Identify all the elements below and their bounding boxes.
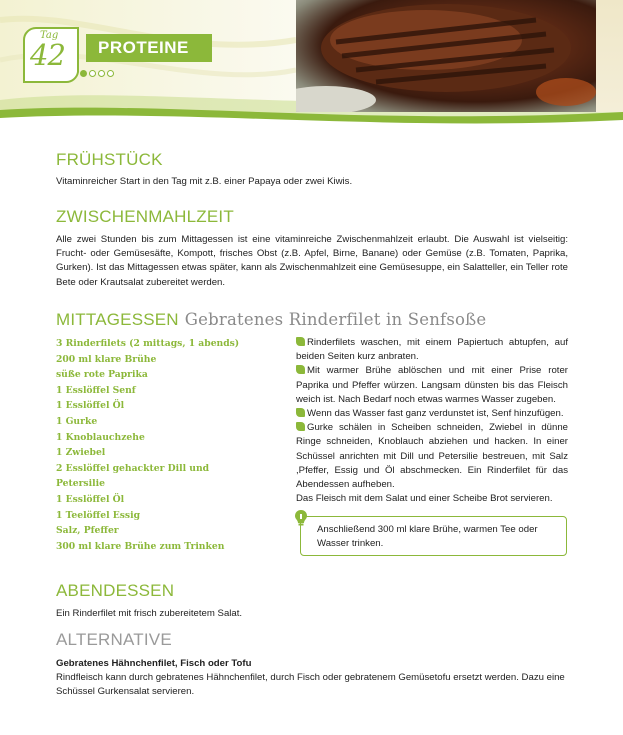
- ingredient-item: 1 Esslöffel Senf: [56, 384, 136, 396]
- ingredient-item: süße rote Paprika: [56, 369, 148, 381]
- lunch-dish-name: Gebratenes Rinderfilet in Senfsoße: [184, 310, 487, 329]
- step-text: Wenn das Wasser fast ganz verdunstet ist, Senf hinzufügen.: [307, 408, 564, 420]
- page-dot-1[interactable]: [80, 70, 87, 77]
- step-3-icon: [296, 408, 305, 417]
- ingredient-item: 3 Rinderfilets (2 mittags, 1 abends): [56, 338, 240, 349]
- lunch-heading-label: MITTAGESSEN: [56, 310, 179, 329]
- ingredient-item: 300 ml klare Brühe zum Trinken: [56, 540, 225, 552]
- ingredient-item: 1 Teelöffel Essig: [56, 509, 141, 521]
- photo-side-strip: [596, 0, 623, 112]
- preparation-steps: [296, 336, 568, 506]
- snack-heading: ZWISCHENMAHLZEIT: [56, 207, 234, 226]
- ingredient-list: [56, 336, 286, 554]
- lightbulb-icon: [294, 509, 308, 526]
- ingredient-item: 1 Esslöffel Öl: [56, 493, 125, 505]
- ingredient-item: Salz, Pfeffer: [56, 525, 119, 537]
- breakfast-section: [56, 150, 352, 189]
- step-4-icon: [296, 422, 305, 431]
- step-text: Rinderfilets waschen, mit einem Papiertuch abtupfen, auf beiden Seiten kurz anbraten.: [296, 337, 568, 363]
- preparation-step: [296, 364, 568, 407]
- alternative-heading: ALTERNATIVE: [56, 630, 172, 649]
- steak-illustration: [296, 0, 596, 112]
- page-dot-3[interactable]: [98, 70, 105, 77]
- lunch-section: [56, 310, 568, 552]
- dinner-section: [56, 581, 568, 621]
- lunch-heading: [56, 310, 568, 330]
- breakfast-text: Vitaminreicher Start in den Tag mit z.B. einer Papaya oder zwei Kiwis.: [56, 176, 353, 187]
- snack-text: Alle zwei Stunden bis zum Mittagessen ist eine vitaminreiche Zwischenmahlzeit erlaubt. Die Auswahl ist vielseitig: Frucht- oder Gemüsesäfte, Kompott, frisches Obst (z.B. Apfel, Birne, Banane) oder Gemüse (z.B. Tomaten, Paprika, Gurken). Ist das Mittagessen etwas später, kann als Zwischenmahlzeit eine Gemüsesuppe, ein Salatteller, ein Teller rote Bete oder Krautsalat zubereitet werden.: [56, 234, 568, 288]
- ingredient-item: 1 Esslöffel Öl: [56, 400, 125, 412]
- step-text: Mit warmer Brühe ablöschen und mit einer Prise roter Paprika und Pfeffer würzen. Langsam dünsten bis das Fleisch weich ist. Nach Bedarf noch etwas warmes Wasser zugeben.: [296, 365, 568, 405]
- preparation-step: [296, 421, 568, 492]
- day-number: 42: [30, 38, 65, 72]
- step-text: Gurke schälen in Scheiben schneiden, Zwiebel in dünne Ringe schneiden, Knoblauch abziehen und hacken. In einer Schüssel anrichten mit Dill und Petersilie bestreuen, mit Salz ,Pfeffer, Essig und Öl abschmecken. Ein Rinderfilet für das Abendessen aufheben.: [296, 422, 568, 491]
- day-label: Tag: [40, 30, 59, 41]
- ingredient-item: 1 Knoblauchzehe: [56, 431, 145, 443]
- breakfast-heading: FRÜHSTÜCK: [56, 150, 163, 169]
- dinner-text: Ein Rinderfilet mit frisch zubereitetem Salat.: [56, 608, 243, 619]
- ingredient-item: 2 Esslöffel gehackter Dill und: [56, 462, 210, 474]
- alternative-text: Rindfleisch kann durch gebratenes Hähnchenfilet, durch Fisch oder gebratenem Gemüsetofu ersetzt werden. Dazu eine Schüssel Gurkensalat servieren.: [56, 672, 565, 698]
- page-dot-4[interactable]: [107, 70, 114, 77]
- steak-photo: [296, 0, 596, 112]
- topic-banner: PROTEINE: [86, 34, 212, 62]
- tip-text: Anschließend 300 ml klare Brühe, warmen Tee oder Wasser trinken.: [317, 524, 538, 549]
- snack-section: [56, 207, 568, 290]
- step-2-icon: [296, 365, 305, 374]
- ingredient-item: 200 ml klare Brühe: [56, 353, 157, 365]
- ingredient-item: 1 Gurke: [56, 415, 98, 427]
- alternative-subtitle: Gebratenes Hähnchenfilet, Fisch oder Tofu: [56, 658, 252, 669]
- ingredient-item: Petersilie: [56, 478, 105, 490]
- preparation-step: [296, 336, 568, 364]
- ingredient-item: 1 Zwiebel: [56, 447, 106, 459]
- preparation-step: [296, 407, 568, 421]
- alternative-section: [56, 630, 568, 699]
- serving-text: Das Fleisch mit dem Salat und einer Scheibe Brot servieren.: [296, 493, 553, 505]
- page-header: [0, 0, 623, 128]
- page-dot-2[interactable]: [89, 70, 96, 77]
- page-dots: [80, 70, 114, 77]
- dinner-heading: ABENDESSEN: [56, 581, 175, 600]
- tip-box: [300, 516, 567, 556]
- step-1-icon: [296, 337, 305, 346]
